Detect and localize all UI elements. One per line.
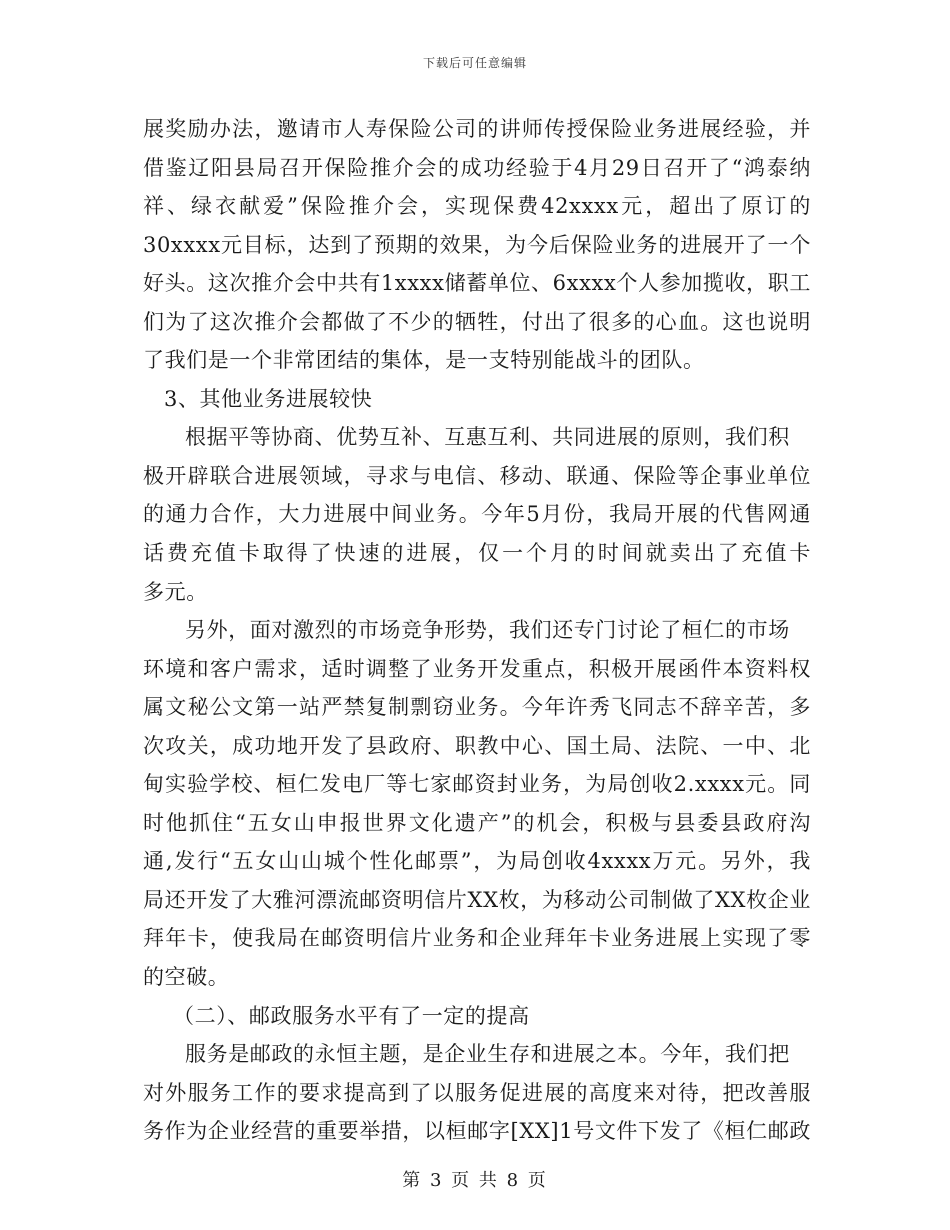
text-line: （二）、邮政服务水平有了一定的提高 — [173, 1003, 530, 1028]
text-line: 服务是邮政的永恒主题，是企业生存和进展之本。今年，我们把 — [185, 1042, 790, 1067]
text-line: 根据平等协商、优势互补、互惠互利、共同进展的原则，我们积 — [185, 425, 790, 450]
text-line: 属文秘公文第一站严禁复制剽窃业务。今年许秀飞同志不辞辛苦，多 — [143, 695, 811, 720]
text-line: 3、其他业务进展较快 — [164, 386, 373, 411]
text-line: 通,发行“五女山山城个性化邮票”，为局创收4xxxx万元。另外，我 — [143, 849, 811, 874]
text-line: 祥、绿衣献爱”保险推介会，实现保费42xxxx元，超出了原订的 — [143, 194, 811, 219]
page-header: 下载后可任意编辑 — [422, 56, 527, 70]
text-line: 好头。这次推介会中共有1xxxx储蓄单位、6xxxx个人参加揽收，职工 — [143, 271, 811, 296]
document-body — [143, 110, 811, 1151]
page-number-footer: 第 3 页 共 8 页 — [402, 1170, 548, 1191]
text-line: 拜年卡，使我局在邮资明信片业务和企业拜年卡业务进展上实现了零 — [143, 926, 811, 951]
text-line: 的通力合作，大力进展中间业务。今年5月份，我局开展的代售网通 — [143, 502, 811, 527]
text-line: 借鉴辽阳县局召开保险推介会的成功经验于4月29日召开了“鸿泰纳 — [143, 155, 811, 180]
text-line: 们为了这次推介会都做了不少的牺牲，付出了很多的心血。这也说明 — [143, 309, 811, 334]
text-line: 30xxxx元目标，达到了预期的效果，为今后保险业务的进展开了一个 — [143, 232, 811, 257]
text-line: 环境和客户需求，适时调整了业务开发重点，积极开展函件本资料权 — [143, 656, 811, 681]
text-line: 另外，面对激烈的市场竞争形势，我们还专门讨论了桓仁的市场 — [185, 618, 790, 643]
text-line: 极开辟联合进展领域，寻求与电信、移动、联通、保险等企事业单位 — [143, 463, 811, 488]
text-line: 了我们是一个非常团结的集体，是一支特别能战斗的团队。 — [143, 348, 705, 373]
text-line: 局还开发了大雅河漂流邮资明信片XX枚，为移动公司制做了XX枚企业 — [143, 887, 811, 912]
text-line: 对外服务工作的要求提高到了以服务促进展的高度来对待，把改善服 — [143, 1080, 811, 1105]
text-line: 次攻关，成功地开发了县政府、职教中心、国土局、法院、一中、北 — [143, 733, 811, 758]
text-line: 务作为企业经营的重要举措，以桓邮字[XX]1号文件下发了《桓仁邮政 — [143, 1119, 811, 1144]
text-line: 时他抓住“五女山申报世界文化遗产”的机会，积极与县委县政府沟 — [143, 810, 811, 835]
text-line: 多元。 — [143, 579, 208, 604]
text-line: 话费充值卡取得了快速的进展，仅一个月的时间就卖出了充值卡 — [143, 541, 811, 566]
text-line: 展奖励办法，邀请市人寿保险公司的讲师传授保险业务进展经验，并 — [143, 117, 811, 141]
text-line: 的空破。 — [143, 965, 230, 990]
text-line: 甸实验学校、桓仁发电厂等七家邮资封业务，为局创收2.xxxx元。同 — [143, 772, 811, 797]
